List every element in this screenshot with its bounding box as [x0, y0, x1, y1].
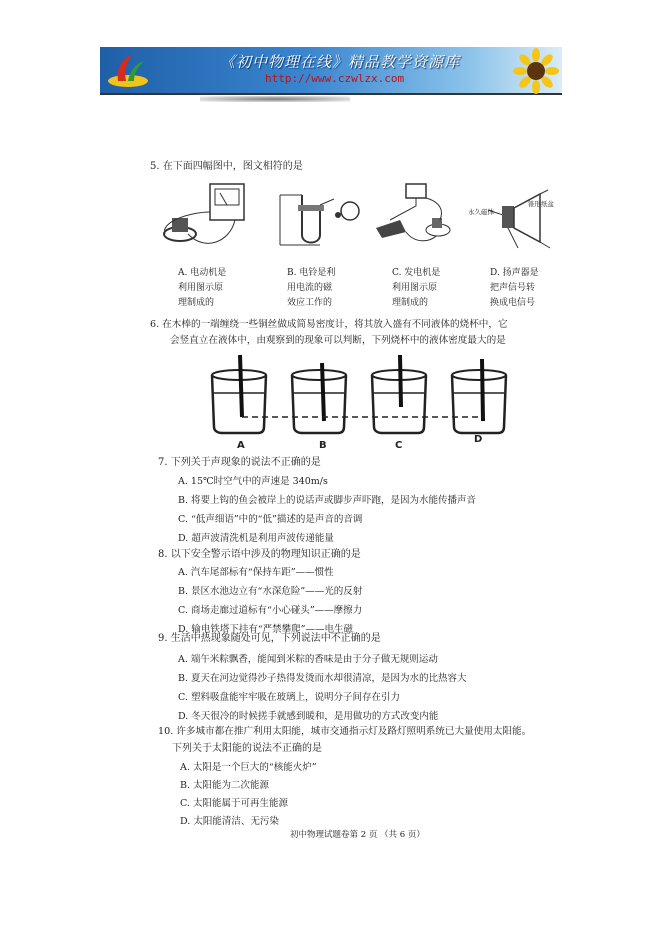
beaker-label-c: C: [395, 440, 403, 451]
page-footer: 初中物理试题卷第 2 页 （共 6 页）: [290, 830, 425, 840]
beaker-label-d: D: [474, 434, 483, 445]
q6-stem-line2: 会竖直立在液体中，由观察到的现象可以判断，下列烧杯中的液体密度最大的是: [170, 335, 506, 346]
q7-option-b: B. 将要上钩的鱼会被岸上的说话声或脚步声吓跑，是因为水能传播声音: [178, 495, 477, 506]
q8-option-c: C. 商场走廊过道标有“小心碰头”——摩擦力: [178, 605, 363, 616]
q10-option-d: D. 太阳能清洁、无污染: [180, 816, 279, 827]
q10-option-c: C. 太阳能属于可再生能源: [180, 798, 288, 809]
q5-option-c-line3: 理制成的: [392, 298, 429, 308]
banner-url: http://www.czwlzx.com: [265, 72, 405, 85]
q5-option-d-line1: D. 扬声器是: [490, 268, 539, 278]
q6-stem-line1: 6. 在木棒的一端缠绕一些铜丝做成简易密度计，将其放入盛有不同液体的烧杯中，它: [150, 319, 508, 330]
q5-option-b-line2: 用电流的磁: [287, 283, 333, 293]
banner-title: 《初中物理在线》精品教学资源库: [220, 53, 461, 71]
q9-option-d: D. 冬天很冷的时候搓手就感到暖和，是用做功的方式改变内能: [178, 711, 439, 722]
q8-option-d: D. 输电铁塔下挂有“严禁攀爬”——电生磁: [178, 624, 354, 635]
q5-option-b-line3: 效应工作的: [287, 298, 333, 308]
q10-option-b: B. 太阳能为二次能源: [180, 780, 270, 791]
q7-option-a: A. 15℃时空气中的声速是 340m/s: [178, 476, 328, 487]
q7-option-c: C. “低声细语”中的“低”描述的是声音的音调: [178, 514, 363, 525]
q5-option-b-line1: B. 电铃是利: [287, 268, 336, 278]
q10-stem-line1: 10. 许多城市都在推广利用太阳能，城市交通指示灯及路灯照明系统已大量使用太阳能。: [158, 726, 532, 737]
beaker-label-b: B: [319, 440, 327, 451]
beaker-a: [212, 355, 266, 433]
beaker-label-a: A: [237, 440, 245, 451]
speaker-label-a: 永久磁体: [468, 208, 494, 216]
q9-option-b: B. 夏天在河边觉得沙子热得发烫而水却很清凉，是因为水的比热容大: [178, 673, 467, 684]
logo-icon: [106, 51, 150, 89]
q7-stem: 7. 下列关于声现象的说法不正确的是: [158, 457, 321, 468]
banner-shadow: [200, 96, 350, 102]
q5-figure-c: [370, 180, 460, 255]
q5-option-d-line3: 换成电信号: [490, 298, 536, 308]
q5-option-a-line2: 利用图示原: [178, 283, 224, 293]
q5-stem: 5. 在下面四幅图中，图文相符的是: [150, 161, 303, 172]
q9-option-c: C. 塑料吸盘能牢牢吸在玻璃上，说明分子间存在引力: [178, 692, 400, 703]
q5-option-d-line2: 把声信号转: [490, 283, 536, 293]
q8-stem: 8. 以下安全警示语中涉及的物理知识正确的是: [158, 549, 361, 560]
speaker-label-b: 锥形纸盆: [528, 200, 554, 208]
header-banner: [100, 47, 562, 95]
q5-figure-b: [272, 185, 367, 255]
q10-stem-line2: 下列关于太阳能的说法不正确的是: [172, 743, 322, 754]
q10-option-a: A. 太阳是一个巨大的“核能火炉”: [180, 762, 317, 773]
beaker-b: [292, 363, 346, 433]
q5-figure-a: [160, 182, 250, 257]
q6-beakers-figure: [200, 355, 520, 435]
q7-option-d: D. 超声波清洗机是利用声波传递能量: [178, 533, 334, 544]
sunflower-icon: [514, 49, 558, 93]
q9-option-a: A. 端午米粽飘香，能闻到米粽的香味是由于分子做无规则运动: [178, 654, 438, 665]
q5-option-c-line1: C. 发电机是: [392, 268, 441, 278]
q5-option-a-line3: 理制成的: [178, 298, 215, 308]
q5-option-c-line2: 利用图示原: [392, 283, 438, 293]
q5-option-a-line1: A. 电动机是: [178, 268, 227, 278]
beaker-c: [372, 355, 426, 433]
q8-option-a: A. 汽车尾部标有“保持车距”——惯性: [178, 567, 334, 578]
q9-stem: 9. 生活中热现象随处可见，下列说法中不正确的是: [158, 633, 381, 644]
beaker-d: [452, 359, 506, 433]
q8-option-b: B. 景区水池边立有“水深危险”——光的反射: [178, 586, 363, 597]
